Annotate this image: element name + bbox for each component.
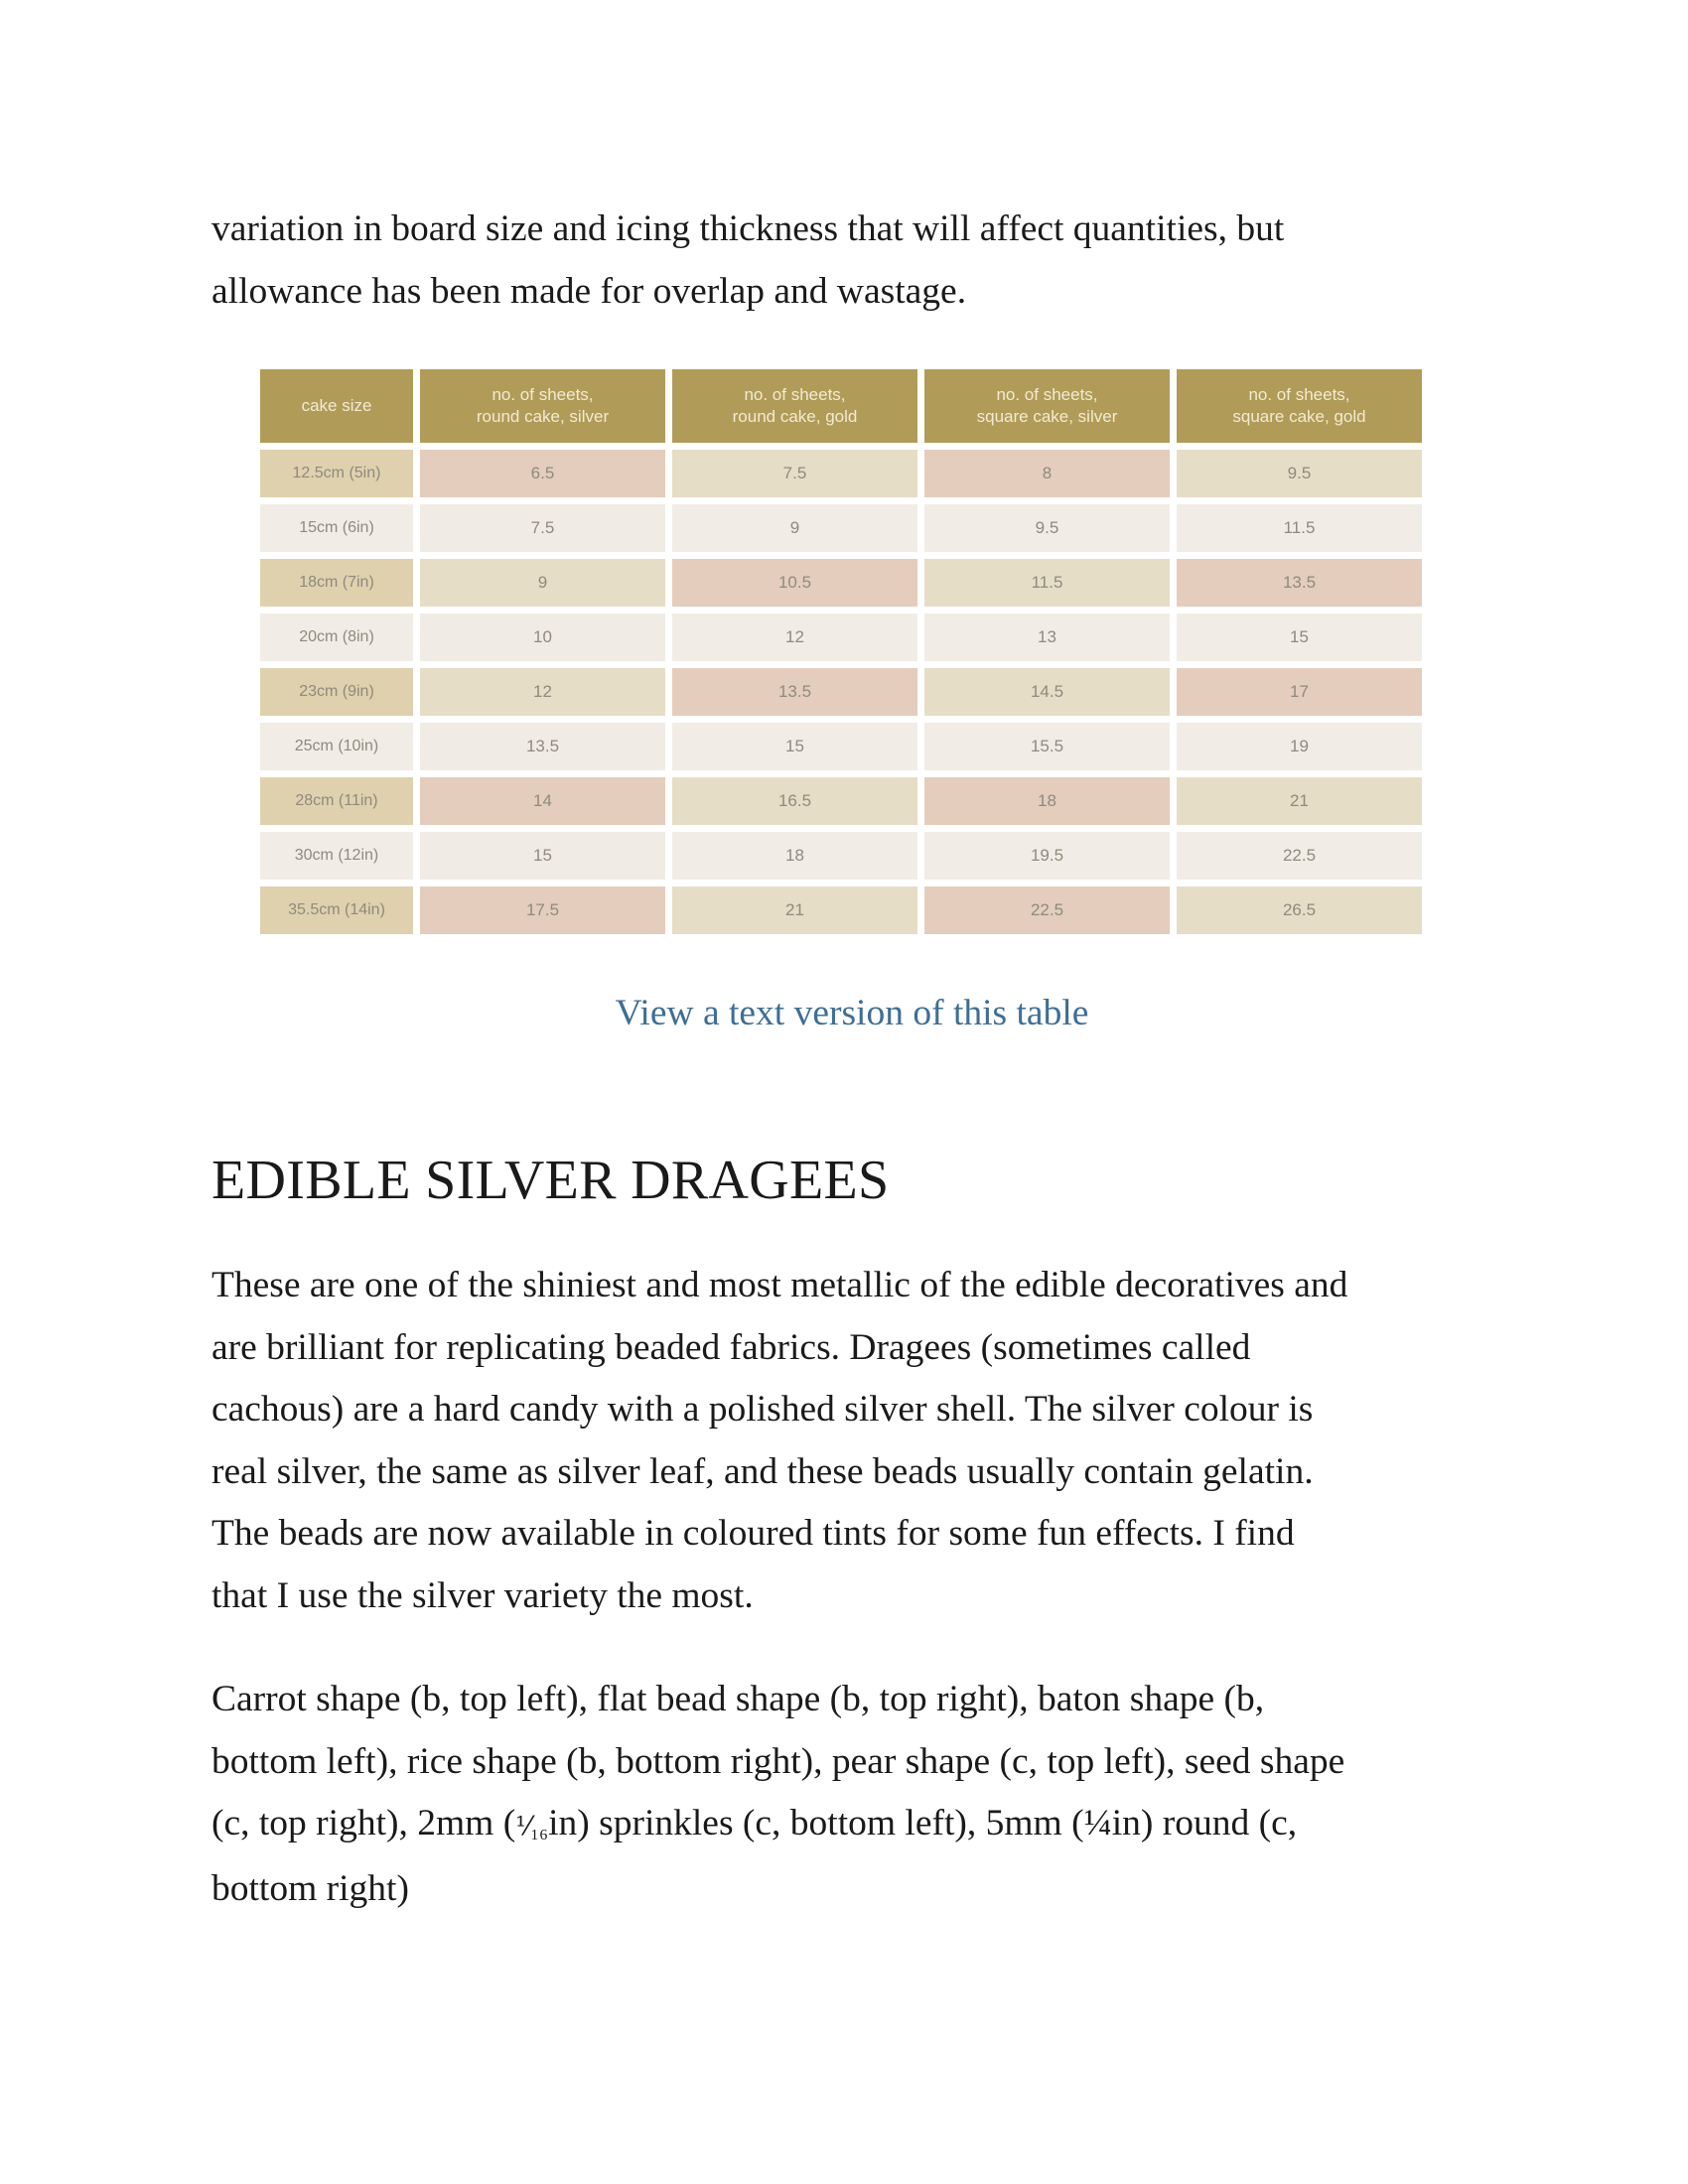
table-cell: 13.5 bbox=[420, 723, 665, 770]
table-row bbox=[260, 614, 1422, 661]
header-text: no. of sheets, bbox=[1248, 385, 1350, 404]
header-text: round cake, gold bbox=[732, 407, 858, 426]
table-cell: 16.5 bbox=[672, 777, 917, 825]
paragraph-line: bottom right) bbox=[211, 1867, 409, 1909]
header-square-gold bbox=[1177, 369, 1422, 443]
table-cell: 28cm (11in) bbox=[260, 777, 413, 825]
table-cell: 12 bbox=[672, 614, 917, 661]
header-text: square cake, silver bbox=[976, 407, 1118, 426]
table-cell: 18 bbox=[924, 777, 1170, 825]
table-cell: 22.5 bbox=[924, 887, 1170, 934]
paragraph-line: These are one of the shiniest and most metallic of the edible decoratives and bbox=[211, 1265, 1348, 1305]
intro-line-1: variation in board size and icing thickness that will affect quantities, but bbox=[211, 208, 1285, 249]
fraction-sixteenth: ⅟₁₆ bbox=[515, 1812, 549, 1841]
table-cell: 22.5 bbox=[1177, 832, 1422, 880]
table-cell: 17.5 bbox=[420, 887, 665, 934]
paragraph-line: that I use the silver variety the most. bbox=[211, 1574, 754, 1616]
table-cell: 13 bbox=[924, 614, 1170, 661]
intro-line-2: allowance has been made for overlap and wastage. bbox=[211, 270, 967, 312]
paragraph-line: The beads are now available in coloured tints for some fun effects. I find bbox=[211, 1513, 1295, 1554]
intro-paragraph bbox=[211, 199, 1492, 323]
table-cell: 21 bbox=[672, 887, 917, 934]
table-cell: 10 bbox=[420, 614, 665, 661]
table-cell: 15cm (6in) bbox=[260, 504, 413, 552]
table-row bbox=[260, 777, 1422, 825]
table-cell: 12 bbox=[420, 668, 665, 716]
header-text: round cake, silver bbox=[476, 407, 610, 426]
table-cell: 18cm (7in) bbox=[260, 559, 413, 607]
table-cell: 26.5 bbox=[1177, 887, 1422, 934]
table-cell: 7.5 bbox=[672, 450, 917, 497]
paragraph-line: bottom left), rice shape (b, bottom right), pear shape (c, top left), seed shape bbox=[211, 1740, 1345, 1782]
table-cell: 19 bbox=[1177, 723, 1422, 770]
table-cell: 13.5 bbox=[672, 668, 917, 716]
table-cell: 15.5 bbox=[924, 723, 1170, 770]
paragraph-line: (c, top right), 2mm ( bbox=[211, 1803, 516, 1843]
table-cell: 9 bbox=[672, 504, 917, 552]
table-cell: 15 bbox=[672, 723, 917, 770]
table-cell: 7.5 bbox=[420, 504, 665, 552]
table-cell: 23cm (9in) bbox=[260, 668, 413, 716]
header-text: no. of sheets, bbox=[996, 385, 1098, 404]
table-cell: 19.5 bbox=[924, 832, 1170, 880]
paragraph-line: cachous) are a hard candy with a polished silver shell. The silver colour is bbox=[211, 1389, 1314, 1430]
text-version-link[interactable]: View a text version of this table bbox=[615, 993, 1089, 1033]
paragraph-line: in) sprinkles (c, bottom left), 5mm ( bbox=[548, 1803, 1084, 1843]
shapes-caption-paragraph bbox=[211, 1669, 1492, 1920]
header-text: square cake, gold bbox=[1232, 407, 1366, 426]
table-cell: 9 bbox=[420, 559, 665, 607]
paragraph-line: real silver, the same as silver leaf, and these beads usually contain gelatin. bbox=[211, 1450, 1314, 1492]
header-cake-size bbox=[260, 369, 413, 443]
table-cell: 6.5 bbox=[420, 450, 665, 497]
table-cell: 11.5 bbox=[924, 559, 1170, 607]
table-cell: 15 bbox=[1177, 614, 1422, 661]
table-cell: 30cm (12in) bbox=[260, 832, 413, 880]
table-cell: 14 bbox=[420, 777, 665, 825]
text-version-link-wrap bbox=[211, 992, 1492, 1034]
table-cell: 17 bbox=[1177, 668, 1422, 716]
header-text: no. of sheets, bbox=[492, 385, 594, 404]
header-round-silver bbox=[420, 369, 665, 443]
table-row bbox=[260, 832, 1422, 880]
table-cell: 11.5 bbox=[1177, 504, 1422, 552]
header-square-silver bbox=[924, 369, 1170, 443]
table-header-row bbox=[260, 369, 1422, 443]
table-row bbox=[260, 450, 1422, 497]
table-cell: 21 bbox=[1177, 777, 1422, 825]
table-cell: 12.5cm (5in) bbox=[260, 450, 413, 497]
table-cell: 9.5 bbox=[1177, 450, 1422, 497]
sheets-table bbox=[253, 362, 1429, 941]
page-content bbox=[211, 199, 1492, 1920]
table-cell: 14.5 bbox=[924, 668, 1170, 716]
table-cell: 18 bbox=[672, 832, 917, 880]
table-cell: 25cm (10in) bbox=[260, 723, 413, 770]
dragees-paragraph bbox=[211, 1255, 1492, 1627]
table-row bbox=[260, 887, 1422, 934]
table-cell: 13.5 bbox=[1177, 559, 1422, 607]
table-cell: 15 bbox=[420, 832, 665, 880]
table-cell: 20cm (8in) bbox=[260, 614, 413, 661]
table-row bbox=[260, 559, 1422, 607]
paragraph-line: in) round (c, bbox=[1111, 1803, 1298, 1843]
table-row bbox=[260, 504, 1422, 552]
header-round-gold bbox=[672, 369, 917, 443]
fraction-quarter: ¼ bbox=[1083, 1803, 1112, 1843]
paragraph-line: are brilliant for replicating beaded fabrics. Dragees (sometimes called bbox=[211, 1326, 1251, 1368]
section-heading: EDIBLE SILVER DRAGEES bbox=[211, 1150, 890, 1211]
table-cell: 9.5 bbox=[924, 504, 1170, 552]
table-cell: 10.5 bbox=[672, 559, 917, 607]
table-row bbox=[260, 668, 1422, 716]
paragraph-line: Carrot shape (b, top left), flat bead shape (b, top right), baton shape (b, bbox=[211, 1679, 1265, 1719]
table-cell: 35.5cm (14in) bbox=[260, 887, 413, 934]
header-text: cake size bbox=[301, 396, 372, 415]
table-cell: 8 bbox=[924, 450, 1170, 497]
sheets-table-figure bbox=[260, 362, 1429, 1034]
table-row bbox=[260, 723, 1422, 770]
header-text: no. of sheets, bbox=[744, 385, 846, 404]
